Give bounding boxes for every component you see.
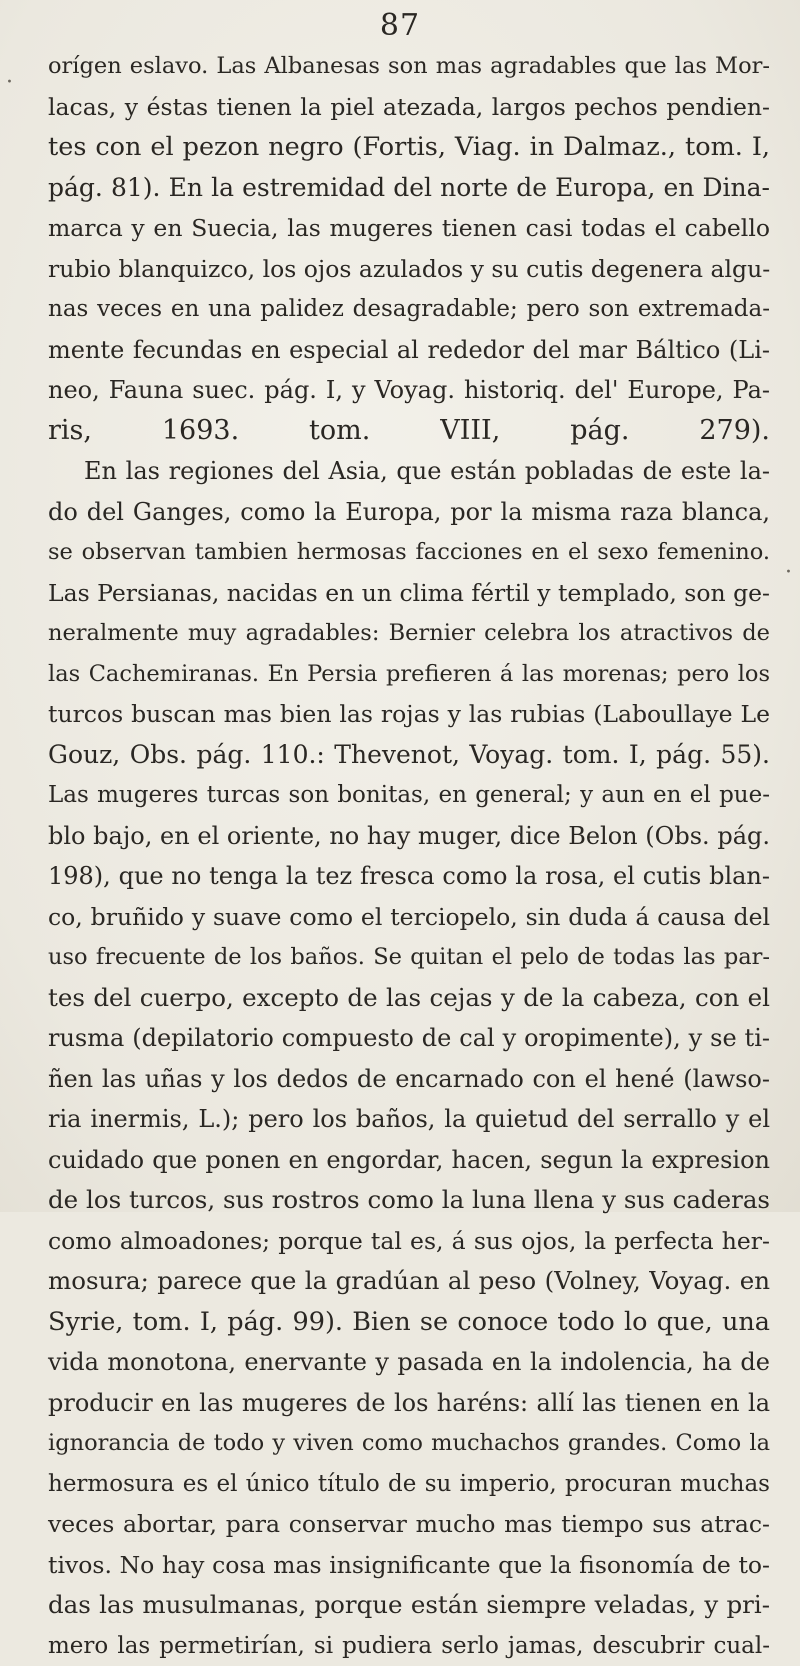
text-line: co, bruñido y suave como el terciopelo, sin duda á causa del <box>48 897 770 938</box>
text-line: cuidado que ponen en engordar, hacen, segun la expresion <box>48 1140 770 1181</box>
text-line: blo bajo, en el oriente, no hay muger, dice Belon (Obs. pág. <box>48 816 770 857</box>
text-line: vida monotona, enervante y pasada en la indolencia, ha de <box>48 1342 770 1383</box>
text-line: ris, 1693. tom. VIII, pág. 279). <box>48 411 770 452</box>
text-line: Gouz, Obs. pág. 110.: Thevenot, Voyag. tom. I, pág. 55). <box>48 735 770 776</box>
text-line: como almoadones; porque tal es, á sus ojos, la perfecta her- <box>48 1221 770 1262</box>
text-line: do del Ganges, como la Europa, por la misma raza blanca, <box>48 492 770 533</box>
text-line: 198), que no tenga la tez fresca como la rosa, el cutis blan- <box>48 856 770 897</box>
text-line: veces abortar, para conservar mucho mas tiempo sus atrac- <box>48 1504 770 1545</box>
text-line: lacas, y éstas tienen la piel atezada, largos pechos pendien- <box>48 87 770 128</box>
text-line: neralmente muy agradables: Bernier celebra los atractivos de <box>48 613 770 654</box>
text-line: mente fecundas en especial al rededor del mar Báltico (Li- <box>48 330 770 371</box>
text-line: neo, Fauna suec. pág. I, y Voyag. historiq. del' Europe, Pa- <box>48 370 770 411</box>
text-line: turcos buscan mas bien las rojas y las rubias (Laboullaye Le <box>48 694 770 735</box>
text-line: En las regiones del Asia, que están pobladas de este la- <box>48 451 770 492</box>
text-line: de los turcos, sus rostros como la luna llena y sus caderas <box>48 1180 770 1221</box>
text-line: tes con el pezon negro (Fortis, Viag. in Dalmaz., tom. I, <box>48 127 770 168</box>
margin-mark: · <box>6 70 13 95</box>
text-line: uso frecuente de los baños. Se quitan el pelo de todas las par- <box>48 937 770 978</box>
text-line: Las mugeres turcas son bonitas, en general; y aun en el pue- <box>48 775 770 816</box>
text-line: rubio blanquizco, los ojos azulados y su cutis degenera algu- <box>48 249 770 290</box>
text-line: hermosura es el único título de su imperio, procuran muchas <box>48 1464 770 1505</box>
text-line: das las musulmanas, porque están siempre veladas, y pri- <box>48 1585 770 1626</box>
text-line: ria inermis, L.); pero los baños, la quietud del serrallo y el <box>48 1099 770 1140</box>
text-line: mero las permetirían, si pudiera serlo jamas, descubrir cual- <box>48 1626 770 1666</box>
text-line: Syrie, tom. I, pág. 99). Bien se conoce todo lo que, una <box>48 1302 770 1343</box>
text-line: rusma (depilatorio compuesto de cal y oropimente), y se ti- <box>48 1018 770 1059</box>
text-line: nas veces en una palidez desagradable; pero son extremada- <box>48 289 770 330</box>
text-line: mosura; parece que la gradúan al peso (Volney, Voyag. en <box>48 1261 770 1302</box>
text-line: ñen las uñas y los dedos de encarnado con el hené (lawso- <box>48 1059 770 1100</box>
text-line: producir en las mugeres de los haréns: allí las tienen en la <box>48 1383 770 1424</box>
text-line: tivos. No hay cosa mas insignificante que la fisonomía de to- <box>48 1545 770 1586</box>
text-line: ignorancia de todo y viven como muchachos grandes. Como la <box>48 1423 770 1464</box>
text-line: pág. 81). En la estremidad del norte de Europa, en Dina- <box>48 168 770 209</box>
text-line: las Cachemiranas. En Persia prefieren á las morenas; pero los <box>48 654 770 695</box>
body-text <box>48 46 770 1666</box>
text-line: orígen eslavo. Las Albanesas son mas agradables que las Mor- <box>48 46 770 87</box>
text-line: tes del cuerpo, excepto de las cejas y de la cabeza, con el <box>48 978 770 1019</box>
margin-mark: · <box>785 560 792 585</box>
text-line: se observan tambien hermosas facciones en el sexo femenino. <box>48 532 770 573</box>
text-line: marca y en Suecia, las mugeres tienen casi todas el cabello <box>48 208 770 249</box>
page-number: 87 <box>0 8 800 43</box>
text-line: Las Persianas, nacidas en un clima fértil y templado, son ge- <box>48 573 770 614</box>
